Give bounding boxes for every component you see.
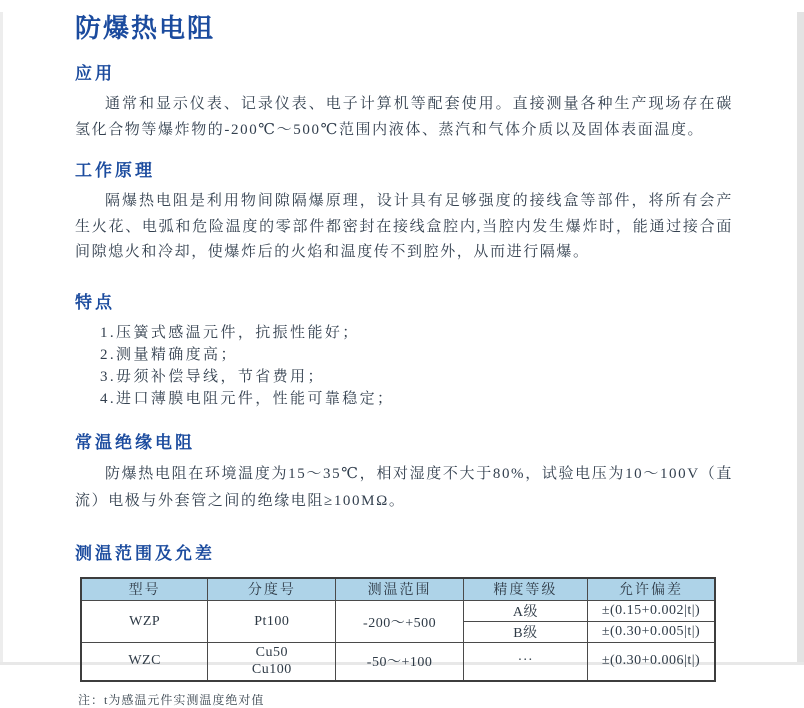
feature-item-2: 2.测量精确度高； bbox=[100, 346, 238, 363]
cell-wzc-model: WZC bbox=[81, 643, 208, 681]
table-header-row bbox=[81, 578, 715, 601]
cell-wzc-graduation-line1: Cu50 bbox=[255, 645, 288, 661]
footnote: 注：t为感温元件实测温度绝对值 bbox=[78, 692, 265, 707]
cell-wzc-grade: ··· bbox=[463, 643, 587, 681]
cell-wzp-deviation-a: ±(0.15+0.002|t|) bbox=[588, 601, 715, 622]
header-accuracy-grade: 精度等级 bbox=[463, 578, 587, 601]
header-range: 测温范围 bbox=[336, 578, 463, 601]
features-list bbox=[75, 322, 733, 410]
cell-wzp-graduation: Pt100 bbox=[208, 601, 336, 643]
cell-wzc-graduation bbox=[208, 643, 336, 681]
table-row-wzp-a bbox=[81, 601, 715, 622]
paragraph-insulation: 防爆热电阻在环境温度为15～35℃，相对湿度不大于80%，试验电压为10～100V（直流）电极与外套管之间的绝缘电阻≥100MΩ。 bbox=[75, 465, 733, 509]
paragraph-application: 通常和显示仪表、记录仪表、电子计算机等配套使用。直接测量各种生产现场存在碳氢化合物等爆炸物的-200℃～500℃范围内液体、蒸汽和气体介质以及固体表面温度。 bbox=[75, 96, 733, 138]
page-title: 防爆热电阻 bbox=[75, 13, 216, 43]
document-content bbox=[75, 12, 733, 708]
section-heading-principle: 工作原理 bbox=[75, 161, 155, 180]
cell-wzp-grade-b: B级 bbox=[463, 622, 587, 643]
table-row-wzc bbox=[81, 643, 715, 681]
cell-wzp-model: WZP bbox=[81, 601, 208, 643]
page-right-edge bbox=[797, 12, 804, 665]
section-heading-insulation: 常温绝缘电阻 bbox=[75, 432, 195, 452]
document-page bbox=[0, 12, 804, 707]
cell-wzp-range: -200～+500 bbox=[336, 601, 463, 643]
cell-wzc-range: -50～+100 bbox=[336, 643, 463, 681]
header-deviation: 允许偏差 bbox=[588, 578, 715, 601]
feature-item-1: 1.压簧式感温元件，抗振性能好； bbox=[100, 324, 360, 341]
header-graduation: 分度号 bbox=[208, 578, 336, 601]
page-left-edge bbox=[0, 12, 3, 665]
cell-wzc-graduation-line2: Cu100 bbox=[251, 662, 292, 678]
section-heading-range: 测温范围及允差 bbox=[75, 543, 215, 563]
feature-item-4: 4.进口薄膜电阻元件，性能可靠稳定； bbox=[100, 390, 395, 407]
spec-table bbox=[80, 577, 716, 682]
cell-wzp-deviation-b: ±(0.30+0.005|t|) bbox=[588, 622, 715, 643]
paragraph-principle: 隔爆热电阻是利用物间隙隔爆原理，设计具有足够强度的接线盒等部件，将所有会产生火花、电弧和危险温度的零部件都密封在接线盒腔内,当腔内发生爆炸时，能通过接合面间隙熄火和冷却，使爆炸后的火焰和温度传不到腔外，从而进行隔爆。 bbox=[75, 193, 733, 260]
header-model: 型号 bbox=[81, 578, 208, 601]
feature-item-3: 3.毋须补偿导线，节省费用； bbox=[100, 368, 325, 385]
section-heading-features: 特点 bbox=[75, 292, 115, 312]
cell-wzc-deviation: ±(0.30+0.006|t|) bbox=[588, 643, 715, 681]
cell-wzp-grade-a: A级 bbox=[463, 601, 587, 622]
section-heading-application: 应用 bbox=[75, 64, 115, 83]
